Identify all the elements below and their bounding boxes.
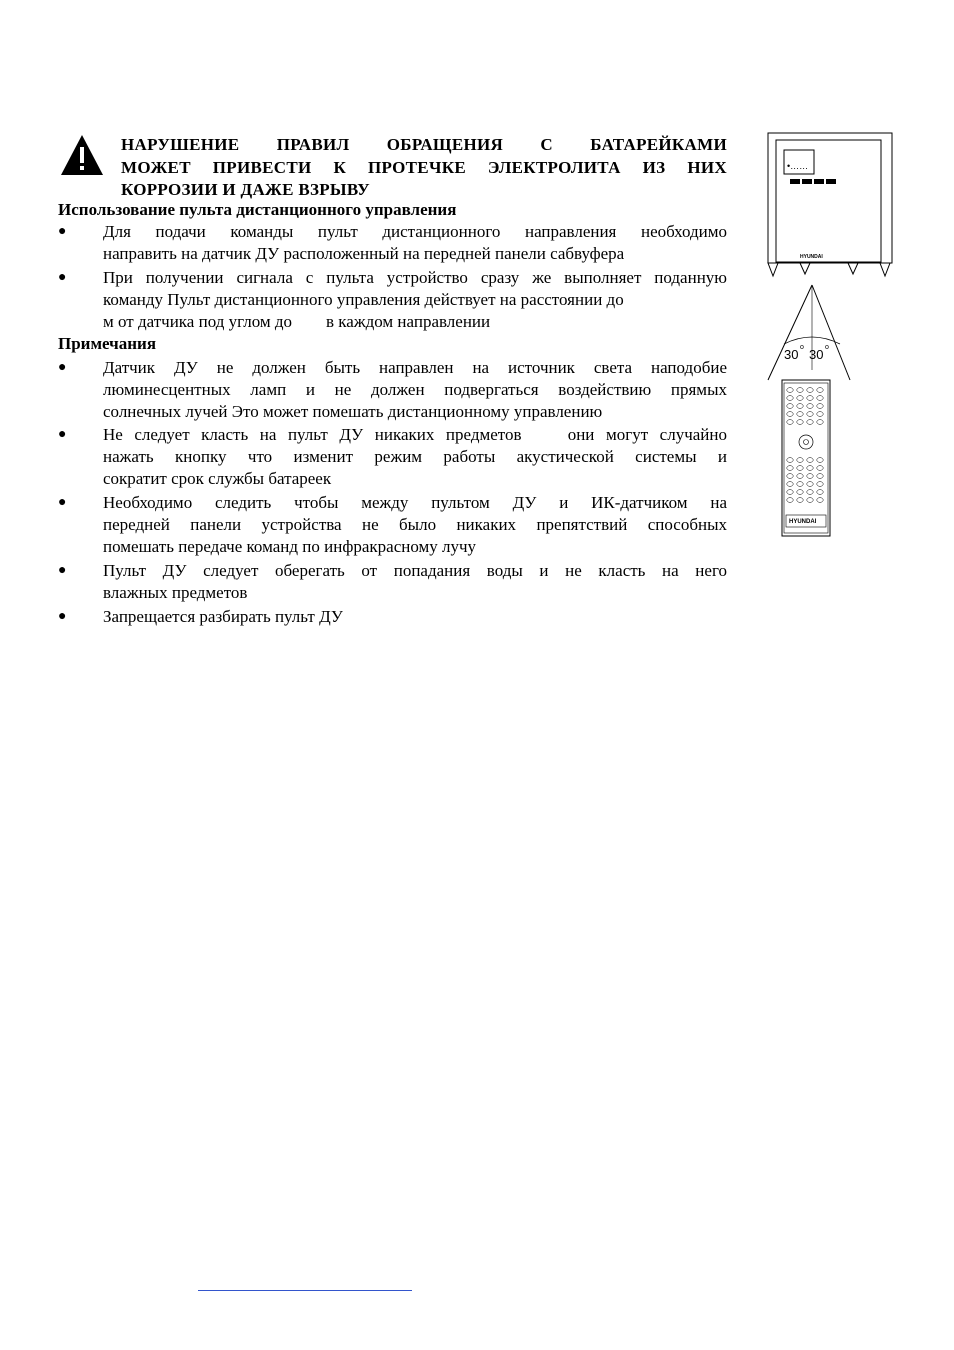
remote-item-2-line-3: м от датчика под углом до в каждом направлении [103, 312, 491, 331]
note-2-line-3: сократит срок службы батареек [103, 469, 332, 488]
remote-button [817, 466, 823, 471]
bullet-icon: ● [58, 609, 67, 624]
note-1-line-1: Датчик ДУ не должен быть направлен на источник света наподобие [103, 358, 727, 377]
remote-item-2-line-2: команду Пульт дистанционного управления действует на расстоянии до [103, 290, 624, 309]
bullet-icon: ● [58, 224, 67, 239]
warning-line-2: МОЖЕТ ПРИВЕСТИ К ПРОТЕЧКЕ ЭЛЕКТРОЛИТА ИЗ НИХ [121, 158, 727, 177]
remote-button [787, 474, 793, 479]
remote-button [817, 404, 823, 409]
remote-button [797, 404, 803, 409]
note-3-line-2: передней панели устройства не было никаких препятствий способных [103, 515, 727, 534]
note-2-line-2: нажать кнопку что изменит режим работы акустической системы и [103, 447, 727, 466]
angle-left-degree: o [800, 344, 804, 351]
remote-button [797, 420, 803, 425]
angle-right-label: 30 [809, 347, 824, 362]
bullet-icon: ● [58, 495, 67, 510]
remote-button [807, 466, 813, 471]
bullet-icon: ● [58, 270, 67, 285]
bullet-icon: ● [58, 427, 67, 442]
remote-button [787, 404, 793, 409]
remote-button [817, 420, 823, 425]
remote-button [797, 458, 803, 463]
remote-illustration [782, 380, 830, 536]
remote-button [797, 474, 803, 479]
remote-button [797, 466, 803, 471]
note-4-line-2: влажных предметов [103, 583, 248, 602]
remote-button [797, 482, 803, 487]
remote-button [787, 412, 793, 417]
remote-button [797, 412, 803, 417]
remote-button [787, 466, 793, 471]
warning-line-3: КОРРОЗИИ И ДАЖЕ ВЗРЫВУ [121, 180, 370, 199]
footer-link-underline[interactable] [198, 1290, 412, 1291]
bullet-icon: ● [58, 360, 67, 375]
warning-line-1: НАРУШЕНИЕ ПРАВИЛ ОБРАЩЕНИЯ С БАТАРЕЙКАМИ [121, 135, 727, 154]
remote-button [787, 388, 793, 393]
remote-button [807, 474, 813, 479]
remote-button [807, 498, 813, 503]
remote-button [797, 490, 803, 495]
note-3-line-3: помешать передаче команд по инфракрасному лучу [103, 537, 477, 556]
subwoofer-illustration [768, 133, 892, 276]
remote-button [817, 490, 823, 495]
remote-button [797, 498, 803, 503]
subwoofer-brand-text: HYUNDAI [800, 254, 823, 260]
note-5-line-1: Запрещается разбирать пульт ДУ [103, 607, 343, 626]
remote-button [787, 396, 793, 401]
remote-item-2-line-1: При получении сигнала с пульта устройство сразу же выполняет поданную [103, 268, 727, 287]
section-remote-title: Использование пульта дистанционного управления [58, 200, 457, 219]
remote-button [797, 388, 803, 393]
note-4-line-1: Пульт ДУ следует оберегать от попадания воды и не класть на него [103, 561, 727, 580]
bullet-icon: ● [58, 563, 67, 578]
note-3-line-1: Необходимо следить чтобы между пультом ДУ и ИК-датчиком на [103, 493, 727, 512]
remote-button [817, 474, 823, 479]
remote-button [817, 388, 823, 393]
angle-left-label: 30 [784, 347, 799, 362]
remote-button [787, 458, 793, 463]
subwoofer-display-text: •…… [787, 161, 809, 171]
note-2-line-1: Не следует класть на пульт ДУ никаких предметов они могут случайно [103, 425, 727, 444]
subwoofer-remote-figure [762, 130, 898, 540]
ir-angle-diagram [768, 285, 850, 380]
remote-button [807, 490, 813, 495]
remote-brand-text: HYUNDAI [789, 519, 817, 525]
remote-button [807, 396, 813, 401]
remote-button [807, 458, 813, 463]
remote-button [817, 396, 823, 401]
note-1-line-3: солнечных лучей Это может помешать дистанционному управлению [103, 402, 603, 421]
remote-button [787, 490, 793, 495]
remote-button [787, 482, 793, 487]
remote-button [817, 482, 823, 487]
remote-button [787, 420, 793, 425]
remote-button [807, 482, 813, 487]
note-1-line-2: люминесцентных ламп и не должен подвергаться воздействию прямых [103, 380, 727, 399]
remote-button [807, 404, 813, 409]
remote-button [817, 458, 823, 463]
section-notes-title: Примечания [58, 334, 157, 353]
remote-button [807, 388, 813, 393]
remote-item-1-line-2: направить на датчик ДУ расположенный на передней панели сабвуфера [103, 244, 625, 263]
remote-button [807, 420, 813, 425]
remote-button [817, 498, 823, 503]
remote-item-1-line-1: Для подачи команды пульт дистанционного направления необходимо [103, 222, 727, 241]
remote-button [797, 396, 803, 401]
remote-button [787, 498, 793, 503]
remote-button [807, 412, 813, 417]
warning-triangle-icon [60, 134, 104, 176]
remote-button [817, 412, 823, 417]
angle-right-degree: o [825, 344, 829, 351]
